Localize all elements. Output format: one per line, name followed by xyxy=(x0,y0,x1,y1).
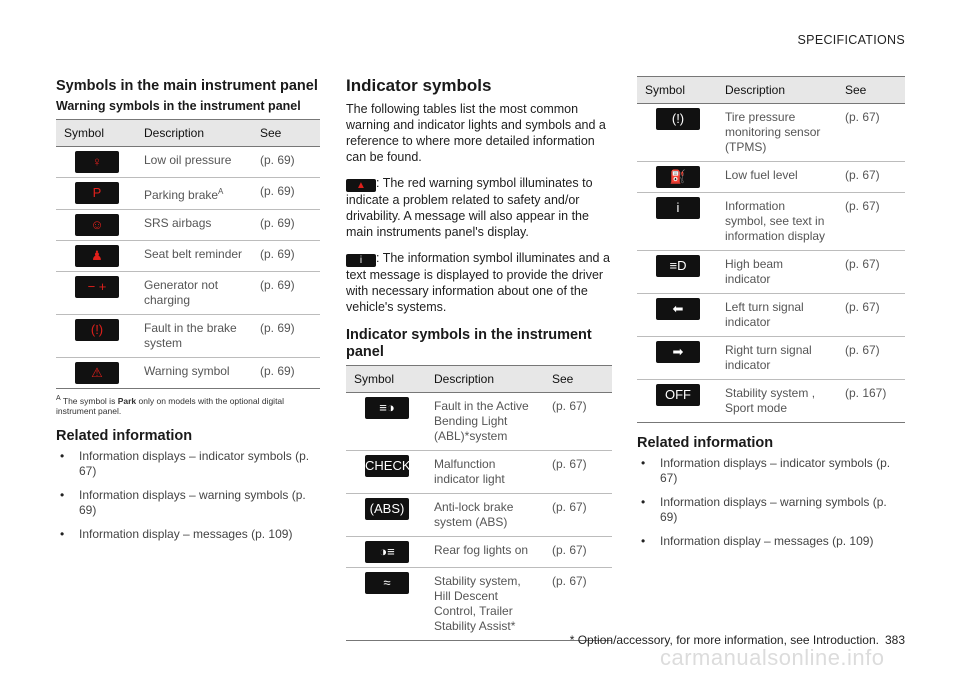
table-row xyxy=(56,147,320,178)
page-reference: (p. 67) xyxy=(837,104,905,162)
page-reference: (p. 69) xyxy=(252,178,320,210)
page-number: 383 xyxy=(884,633,905,647)
related-info-list xyxy=(56,449,320,542)
page-reference: (p. 67) xyxy=(837,294,905,337)
info-note xyxy=(346,250,612,315)
description-cell xyxy=(136,358,252,389)
symbol-cell xyxy=(56,315,136,358)
table-row xyxy=(637,294,905,337)
table-row xyxy=(637,104,905,162)
description-text: Stability system, Hill Descent Control, Trailer Stability Assist* xyxy=(434,574,521,633)
description-cell xyxy=(136,147,252,178)
page-reference: (p. 69) xyxy=(252,358,320,389)
symbol-cell xyxy=(56,147,136,178)
description-text: High beam indicator xyxy=(725,257,784,286)
page-title: Symbols in the main instrument panel xyxy=(56,78,318,94)
left-turn-signal-icon: ⬅ xyxy=(656,298,700,320)
symbol-cell xyxy=(637,380,717,423)
footnote-text-pre: The symbol is xyxy=(62,395,116,406)
description-cell xyxy=(717,162,837,193)
description-text: Generator not charging xyxy=(144,278,219,307)
table-row xyxy=(637,337,905,380)
symbol-cell xyxy=(637,337,717,380)
symbol-cell xyxy=(56,210,136,241)
table-header-row xyxy=(56,120,320,147)
indicator-symbols-title: Indicator symbols xyxy=(346,76,492,95)
table-row xyxy=(346,568,612,641)
indicator-symbols-table-continued xyxy=(637,76,905,423)
warning-triangle-icon: ▲ xyxy=(346,179,376,192)
table-row xyxy=(346,537,612,568)
description-cell xyxy=(426,393,544,451)
description-text: SRS airbags xyxy=(144,216,212,230)
table-row xyxy=(56,241,320,272)
description-cell xyxy=(136,272,252,315)
intro-paragraph: The following tables list the most common warning and indicator lights and symbols and a reference to where more detailed information can be found. xyxy=(346,102,606,164)
page-reference: (p. 67) xyxy=(544,451,612,494)
page-reference: (p. 67) xyxy=(544,568,612,641)
page-reference: (p. 69) xyxy=(252,241,320,272)
symbol-cell xyxy=(637,251,717,294)
footnote-ref: A xyxy=(218,187,224,196)
information-icon: i xyxy=(346,254,376,267)
middle-column xyxy=(346,76,612,641)
rear-fog-light-icon: ◑≡ xyxy=(365,541,409,563)
page-reference: (p. 69) xyxy=(252,315,320,358)
table-row xyxy=(346,393,612,451)
description-cell xyxy=(426,451,544,494)
table-row xyxy=(637,162,905,193)
related-link[interactable]: • Information displays – indicator symbols (p. 67) xyxy=(56,449,320,479)
description-cell xyxy=(426,537,544,568)
table-row xyxy=(56,178,320,210)
stability-system-icon: ≈ xyxy=(365,572,409,594)
related-info-heading-right: Related information xyxy=(637,435,774,451)
description-text: Fault in the brake system xyxy=(144,321,237,350)
right-turn-signal-icon: ➡ xyxy=(656,341,700,363)
tire-pressure-icon: (!) xyxy=(656,108,700,130)
related-link[interactable]: • Information display – messages (p. 109) xyxy=(56,527,320,542)
parking-brake-icon: P xyxy=(75,182,119,204)
page-reference: (p. 69) xyxy=(252,210,320,241)
description-text: Information symbol, see text in information display xyxy=(725,199,826,243)
red-warning-text: : The red warning symbol illuminates to indicate a problem related to safety and/or drivability. A message will also appear in the main instruments panel's display. xyxy=(346,176,593,239)
high-beam-icon: ≡D xyxy=(656,255,700,277)
column-header: Description xyxy=(136,120,252,147)
symbol-cell xyxy=(56,241,136,272)
page-reference: (p. 67) xyxy=(837,337,905,380)
related-info-heading: Related information xyxy=(56,427,193,444)
description-text: Stability system , Sport mode xyxy=(725,386,816,415)
symbol-cell xyxy=(346,537,426,568)
page-reference: (p. 67) xyxy=(837,251,905,294)
warning-symbols-table xyxy=(56,119,320,389)
description-text: Warning symbol xyxy=(144,364,230,378)
description-cell xyxy=(717,193,837,251)
page-reference: (p. 67) xyxy=(837,193,905,251)
description-cell xyxy=(717,380,837,423)
brake-fault-icon: (!) xyxy=(75,319,119,341)
column-header: Description xyxy=(717,77,837,104)
footnote-text-bold: Park xyxy=(117,395,137,406)
table-row xyxy=(56,272,320,315)
warning-symbols-heading: Warning symbols in the instrument panel xyxy=(56,99,301,113)
table-header-row xyxy=(637,77,905,104)
description-text: Parking brake xyxy=(144,188,219,202)
column-header: See xyxy=(252,120,320,147)
abs-icon: (ABS) xyxy=(365,498,409,520)
description-text: Low oil pressure xyxy=(144,153,232,167)
info-note-text: : The information symbol illuminates and a text message is displayed to provide the driver with necessary information about one of the vehicle's systems. xyxy=(346,251,610,314)
description-cell xyxy=(717,104,837,162)
symbol-cell xyxy=(346,568,426,641)
column-header: See xyxy=(837,77,905,104)
description-cell xyxy=(136,210,252,241)
description-cell xyxy=(717,337,837,380)
page-reference: (p. 67) xyxy=(544,494,612,537)
table-row xyxy=(637,193,905,251)
table-row xyxy=(56,315,320,358)
description-cell xyxy=(136,241,252,272)
description-text: Fault in the Active Bending Light (ABL)*system xyxy=(434,399,529,443)
page-reference: (p. 67) xyxy=(544,537,612,568)
indicator-symbols-table xyxy=(346,365,612,641)
description-text: Malfunction indicator light xyxy=(434,457,505,486)
battery-icon: − + xyxy=(75,276,119,298)
related-info-list-right xyxy=(637,456,905,549)
description-cell xyxy=(717,251,837,294)
footnote xyxy=(56,394,320,416)
description-text: Anti-lock brake system (ABS) xyxy=(434,500,514,529)
column-header: Symbol xyxy=(346,366,426,393)
page-reference: (p. 69) xyxy=(252,272,320,315)
table-row xyxy=(56,358,320,389)
page-reference: (p. 167) xyxy=(837,380,905,423)
oil-can-icon: ♀ xyxy=(75,151,119,173)
right-column xyxy=(637,76,905,558)
description-text: Seat belt reminder xyxy=(144,247,243,261)
symbol-cell xyxy=(637,162,717,193)
description-text: Rear fog lights on xyxy=(434,543,529,557)
seat-belt-icon: ♟ xyxy=(75,245,119,267)
fuel-pump-icon: ⛽ xyxy=(656,166,700,188)
related-link[interactable]: • Information displays – warning symbols (p. 69) xyxy=(637,495,905,525)
column-header: Symbol xyxy=(56,120,136,147)
related-link[interactable]: • Information displays – warning symbols (p. 69) xyxy=(56,488,320,518)
table-row xyxy=(56,210,320,241)
table-header-row xyxy=(346,366,612,393)
description-text: Left turn signal indicator xyxy=(725,300,804,329)
related-link[interactable]: • Information display – messages (p. 109) xyxy=(637,534,905,549)
symbol-cell xyxy=(637,104,717,162)
footer-note: * Option/accessory, for more information, see Introduction. xyxy=(569,633,879,647)
footnote-marker: A xyxy=(56,395,61,402)
page-reference: (p. 67) xyxy=(544,393,612,451)
symbol-cell xyxy=(346,451,426,494)
symbol-cell xyxy=(56,358,136,389)
information-icon: i xyxy=(656,197,700,219)
column-header: Description xyxy=(426,366,544,393)
description-cell xyxy=(426,568,544,641)
symbol-cell xyxy=(637,294,717,337)
table-row xyxy=(346,451,612,494)
description-cell xyxy=(136,178,252,210)
warning-triangle-icon: ⚠ xyxy=(75,362,119,384)
table-row xyxy=(637,251,905,294)
related-link[interactable]: • Information displays – indicator symbols (p. 67) xyxy=(637,456,905,486)
description-cell xyxy=(426,494,544,537)
page-reference: (p. 69) xyxy=(252,147,320,178)
symbol-cell xyxy=(346,494,426,537)
table-row xyxy=(637,380,905,423)
footnote-text-post: only on models with the optional digital instrument panel. xyxy=(56,395,285,416)
active-bending-light-icon: ≡◑ xyxy=(365,397,409,419)
page-reference: (p. 67) xyxy=(837,162,905,193)
left-column xyxy=(56,78,320,551)
description-cell xyxy=(136,315,252,358)
page-footer xyxy=(570,633,905,647)
table-row xyxy=(346,494,612,537)
column-header: See xyxy=(544,366,612,393)
description-cell xyxy=(717,294,837,337)
description-text: Low fuel level xyxy=(725,168,798,182)
symbol-cell xyxy=(346,393,426,451)
symbol-cell xyxy=(56,178,136,210)
airbag-icon: ☺ xyxy=(75,214,119,236)
red-warning-note xyxy=(346,175,612,240)
stability-off-icon: OFF xyxy=(656,384,700,406)
description-text: Tire pressure monitoring sensor (TPMS) xyxy=(725,110,821,154)
section-header: SPECIFICATIONS xyxy=(797,33,905,47)
description-text: Right turn signal indicator xyxy=(725,343,812,372)
indicator-symbols-heading: Indicator symbols in the instrument panel xyxy=(346,327,592,360)
symbol-cell xyxy=(637,193,717,251)
column-header: Symbol xyxy=(637,77,717,104)
watermark: carmanualsonline.info xyxy=(660,645,885,670)
check-engine-icon: CHECK xyxy=(365,455,409,477)
symbol-cell xyxy=(56,272,136,315)
